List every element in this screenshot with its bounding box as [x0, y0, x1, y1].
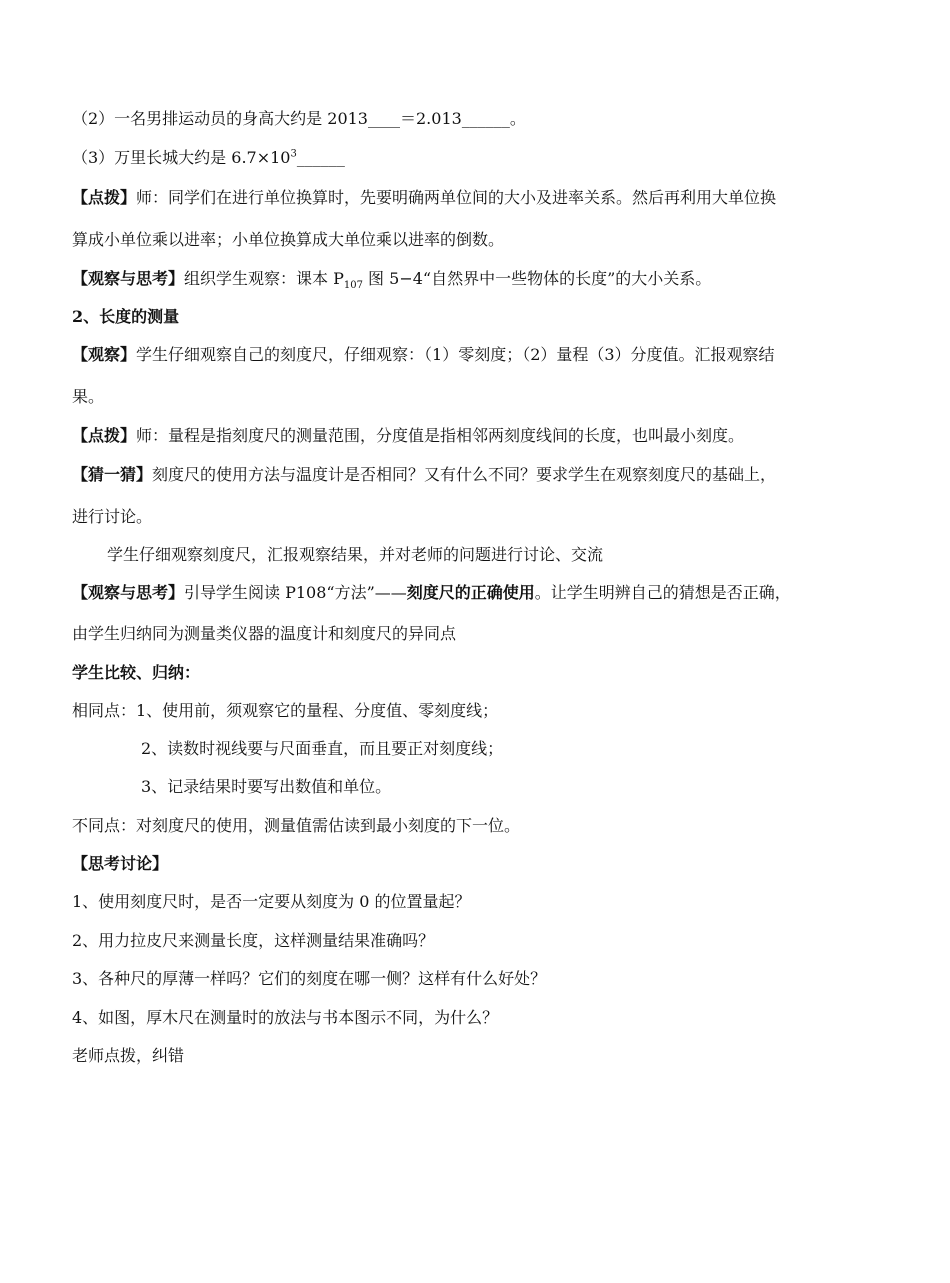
discussion-question-3: 3、各种尺的厚薄一样吗？它们的刻度在哪一侧？这样有什么好处？	[72, 969, 547, 988]
similarity-2: 2、读数时视线要与尺面垂直，而且要正对刻度线；	[141, 739, 504, 758]
hint-paragraph	[72, 186, 890, 210]
discussion-question-4: 4、如图，厚木尺在测量时的放法与书本图示不同，为什么？	[72, 1008, 499, 1027]
exercise-2-text: ＝2.013	[400, 109, 462, 128]
discussion-question-1: 1、使用刻度尺时，是否一定要从刻度为 0 的位置量起？	[72, 892, 471, 911]
paragraph-text: 。让学生明辨自己的猜想是否正确，	[534, 583, 791, 602]
paragraph-text: 引导学生阅读 P108“方法”——	[184, 583, 407, 602]
section-label: 【观察与思考】	[72, 269, 185, 288]
discussion-heading: 【思考讨论】	[72, 854, 169, 873]
exercise-2-text: 。	[509, 109, 526, 128]
observe-paragraph	[72, 343, 890, 367]
paragraph-text: 图 5−4“自然界中一些物体的长度”的大小关系。	[362, 269, 712, 288]
paragraph-text: 师：同学们在进行单位换算时，先要明确两单位间的大小及进率关系。然后再利用大单位换	[136, 188, 777, 207]
answer-blank: ______	[461, 109, 510, 128]
similarity-3: 3、记录结果时要写出数值和单位。	[141, 777, 392, 796]
observe-think-paragraph	[72, 267, 890, 291]
paragraph-text: 组织学生观察：课本 P	[184, 269, 344, 288]
section-label: 【观察】	[72, 345, 137, 364]
hint-paragraph-cont	[72, 228, 890, 252]
section-label: 【猜一猜】	[72, 465, 153, 484]
exercise-2	[72, 107, 890, 131]
compare-heading: 学生比较、归纳：	[72, 663, 201, 682]
exercise-3	[72, 146, 890, 170]
observe-think-paragraph-2	[72, 581, 890, 605]
paragraph-text: 学生仔细观察自己的刻度尺，仔细观察：（1）零刻度；（2）量程（3）分度值。汇报观察结	[136, 345, 775, 364]
teacher-note: 老师点拨，纠错	[72, 1046, 185, 1065]
answer-blank: ______	[296, 148, 345, 167]
page-subscript: 107	[343, 280, 363, 292]
similarity-1: 相同点：1、使用前，须观察它的量程、分度值、零刻度线；	[72, 701, 499, 720]
hint-paragraph-2	[72, 424, 890, 448]
section-label: 【点拨】	[72, 426, 137, 445]
paragraph-text: 师：量程是指刻度尺的测量范围，分度值是指相邻两刻度线间的长度，也叫最小刻度。	[136, 426, 745, 445]
observe-think-paragraph-2-cont: 由学生归纳同为测量类仪器的温度计和刻度尺的异同点	[72, 624, 457, 643]
difference: 不同点：对刻度尺的使用，测量值需估读到最小刻度的下一位。	[72, 816, 521, 835]
exponent: 3	[290, 148, 297, 160]
section-heading: 2、长度的测量	[72, 307, 180, 326]
section-label: 【观察与思考】	[72, 583, 185, 602]
section-label: 【点拨】	[72, 188, 137, 207]
paragraph-text: 刻度尺的使用方法与温度计是否相同？又有什么不同？要求学生在观察刻度尺的基础上，	[152, 465, 777, 484]
guess-paragraph	[72, 463, 890, 487]
guess-paragraph-cont: 进行讨论。	[72, 507, 153, 526]
observe-paragraph-cont: 果。	[72, 387, 105, 406]
discussion-question-2: 2、用力拉皮尺来测量长度，这样测量结果准确吗？	[72, 931, 435, 950]
exercise-2-text: （2）一名男排运动员的身高大约是 2013	[72, 109, 368, 128]
answer-blank: ____	[368, 109, 400, 128]
student-activity: 学生仔细观察刻度尺，汇报观察结果，并对老师的问题进行讨论、交流	[107, 545, 604, 564]
exercise-3-text: （3）万里长城大约是 6.7×10	[72, 148, 291, 167]
paragraph-text: 算成小单位乘以进率；小单位换算成大单位乘以进率的倒数。	[72, 230, 505, 249]
emphasis-text: 刻度尺的正确使用	[406, 583, 535, 602]
